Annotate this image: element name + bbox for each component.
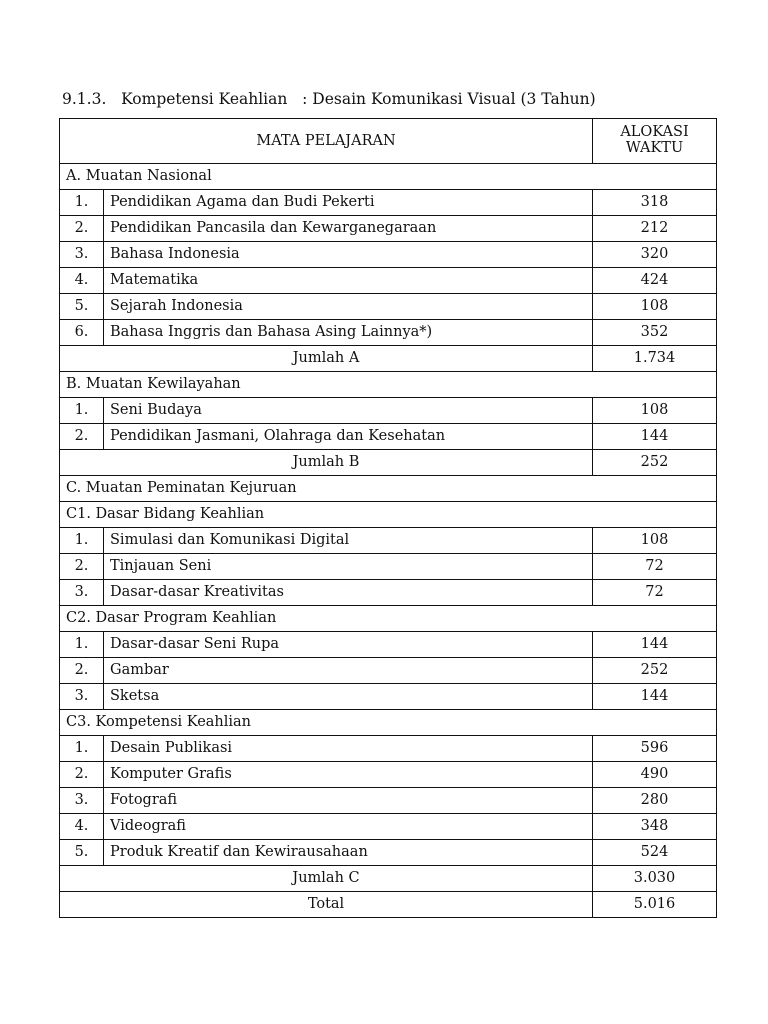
table-row	[60, 840, 717, 866]
subject-name: Dasar-dasar Kreativitas	[104, 580, 593, 606]
time-allocation: 596	[593, 736, 717, 762]
table-row	[60, 320, 717, 346]
row-number: 4.	[60, 268, 104, 294]
time-allocation: 108	[593, 528, 717, 554]
subject-name: Simulasi dan Komunikasi Digital	[104, 528, 593, 554]
grand-total-row	[60, 892, 717, 918]
table-row	[60, 736, 717, 762]
row-number: 2.	[60, 216, 104, 242]
row-number: 3.	[60, 684, 104, 710]
row-number: 2.	[60, 424, 104, 450]
row-number: 3.	[60, 788, 104, 814]
time-allocation: 144	[593, 424, 717, 450]
table-row	[60, 268, 717, 294]
row-number: 5.	[60, 840, 104, 866]
time-allocation: 72	[593, 554, 717, 580]
time-allocation: 352	[593, 320, 717, 346]
header-allocation	[593, 119, 717, 164]
subject-name: Tinjauan Seni	[104, 554, 593, 580]
subject-name: Dasar-dasar Seni Rupa	[104, 632, 593, 658]
row-number: 2.	[60, 762, 104, 788]
table-row	[60, 398, 717, 424]
table-row	[60, 814, 717, 840]
table-row	[60, 190, 717, 216]
row-number: 4.	[60, 814, 104, 840]
subject-name: Bahasa Indonesia	[104, 242, 593, 268]
table-row	[60, 216, 717, 242]
subject-name: Bahasa Inggris dan Bahasa Asing Lainnya*)	[104, 320, 593, 346]
section-title: C3. Kompetensi Keahlian	[60, 710, 717, 736]
row-number: 1.	[60, 190, 104, 216]
time-allocation: 320	[593, 242, 717, 268]
subject-name: Fotografi	[104, 788, 593, 814]
time-allocation: 144	[593, 684, 717, 710]
table-row	[60, 424, 717, 450]
table-row	[60, 658, 717, 684]
table-row	[60, 580, 717, 606]
subtotal-row	[60, 346, 717, 372]
subject-name: Pendidikan Pancasila dan Kewarganegaraan	[104, 216, 593, 242]
time-allocation: 348	[593, 814, 717, 840]
subtotal-row	[60, 866, 717, 892]
time-allocation: 318	[593, 190, 717, 216]
subject-name: Sketsa	[104, 684, 593, 710]
table-header-row	[60, 119, 717, 164]
grand-total-value: 5.016	[593, 892, 717, 918]
row-number: 2.	[60, 658, 104, 684]
row-number: 1.	[60, 736, 104, 762]
row-number: 5.	[60, 294, 104, 320]
grand-total-label: Total	[60, 892, 593, 918]
subject-name: Produk Kreatif dan Kewirausahaan	[104, 840, 593, 866]
subtotal-value: 1.734	[593, 346, 717, 372]
time-allocation: 72	[593, 580, 717, 606]
section-title-row	[60, 372, 717, 398]
header-subject: MATA PELAJARAN	[60, 119, 593, 164]
section-title-row	[60, 710, 717, 736]
section-title-row	[60, 476, 717, 502]
subject-name: Seni Budaya	[104, 398, 593, 424]
subtotal-label: Jumlah C	[60, 866, 593, 892]
row-number: 6.	[60, 320, 104, 346]
section-title: A. Muatan Nasional	[60, 164, 717, 190]
subject-name: Pendidikan Jasmani, Olahraga dan Kesehatan	[104, 424, 593, 450]
time-allocation: 252	[593, 658, 717, 684]
section-title: C. Muatan Peminatan Kejuruan	[60, 476, 717, 502]
section-title: B. Muatan Kewilayahan	[60, 372, 717, 398]
row-number: 1.	[60, 632, 104, 658]
header-allocation-line1: ALOKASI	[620, 124, 689, 141]
row-number: 3.	[60, 580, 104, 606]
section-title: C1. Dasar Bidang Keahlian	[60, 502, 717, 528]
section-title-row	[60, 164, 717, 190]
header-allocation-line2: WAKTU	[625, 140, 684, 156]
subtotal-label: Jumlah B	[60, 450, 593, 476]
table-row	[60, 554, 717, 580]
section-heading: 9.1.3. Kompetensi Keahlian : Desain Komunikasi Visual (3 Tahun)	[62, 90, 596, 108]
table-row	[60, 788, 717, 814]
subject-name: Sejarah Indonesia	[104, 294, 593, 320]
subtotal-label: Jumlah A	[60, 346, 593, 372]
subtotal-value: 3.030	[593, 866, 717, 892]
subject-name: Desain Publikasi	[104, 736, 593, 762]
time-allocation: 490	[593, 762, 717, 788]
subject-name: Matematika	[104, 268, 593, 294]
time-allocation: 212	[593, 216, 717, 242]
section-title-row	[60, 502, 717, 528]
subject-name: Videografi	[104, 814, 593, 840]
time-allocation: 280	[593, 788, 717, 814]
time-allocation: 524	[593, 840, 717, 866]
row-number: 3.	[60, 242, 104, 268]
time-allocation: 108	[593, 398, 717, 424]
subject-name: Komputer Grafis	[104, 762, 593, 788]
table-row	[60, 684, 717, 710]
curriculum-table	[59, 118, 717, 918]
subtotal-row	[60, 450, 717, 476]
time-allocation: 108	[593, 294, 717, 320]
time-allocation: 144	[593, 632, 717, 658]
subtotal-value: 252	[593, 450, 717, 476]
row-number: 1.	[60, 528, 104, 554]
subject-name: Gambar	[104, 658, 593, 684]
table-row	[60, 632, 717, 658]
table-row	[60, 242, 717, 268]
table-row	[60, 294, 717, 320]
row-number: 2.	[60, 554, 104, 580]
section-title: C2. Dasar Program Keahlian	[60, 606, 717, 632]
section-title-row	[60, 606, 717, 632]
row-number: 1.	[60, 398, 104, 424]
subject-name: Pendidikan Agama dan Budi Pekerti	[104, 190, 593, 216]
table-row	[60, 528, 717, 554]
time-allocation: 424	[593, 268, 717, 294]
table-row	[60, 762, 717, 788]
